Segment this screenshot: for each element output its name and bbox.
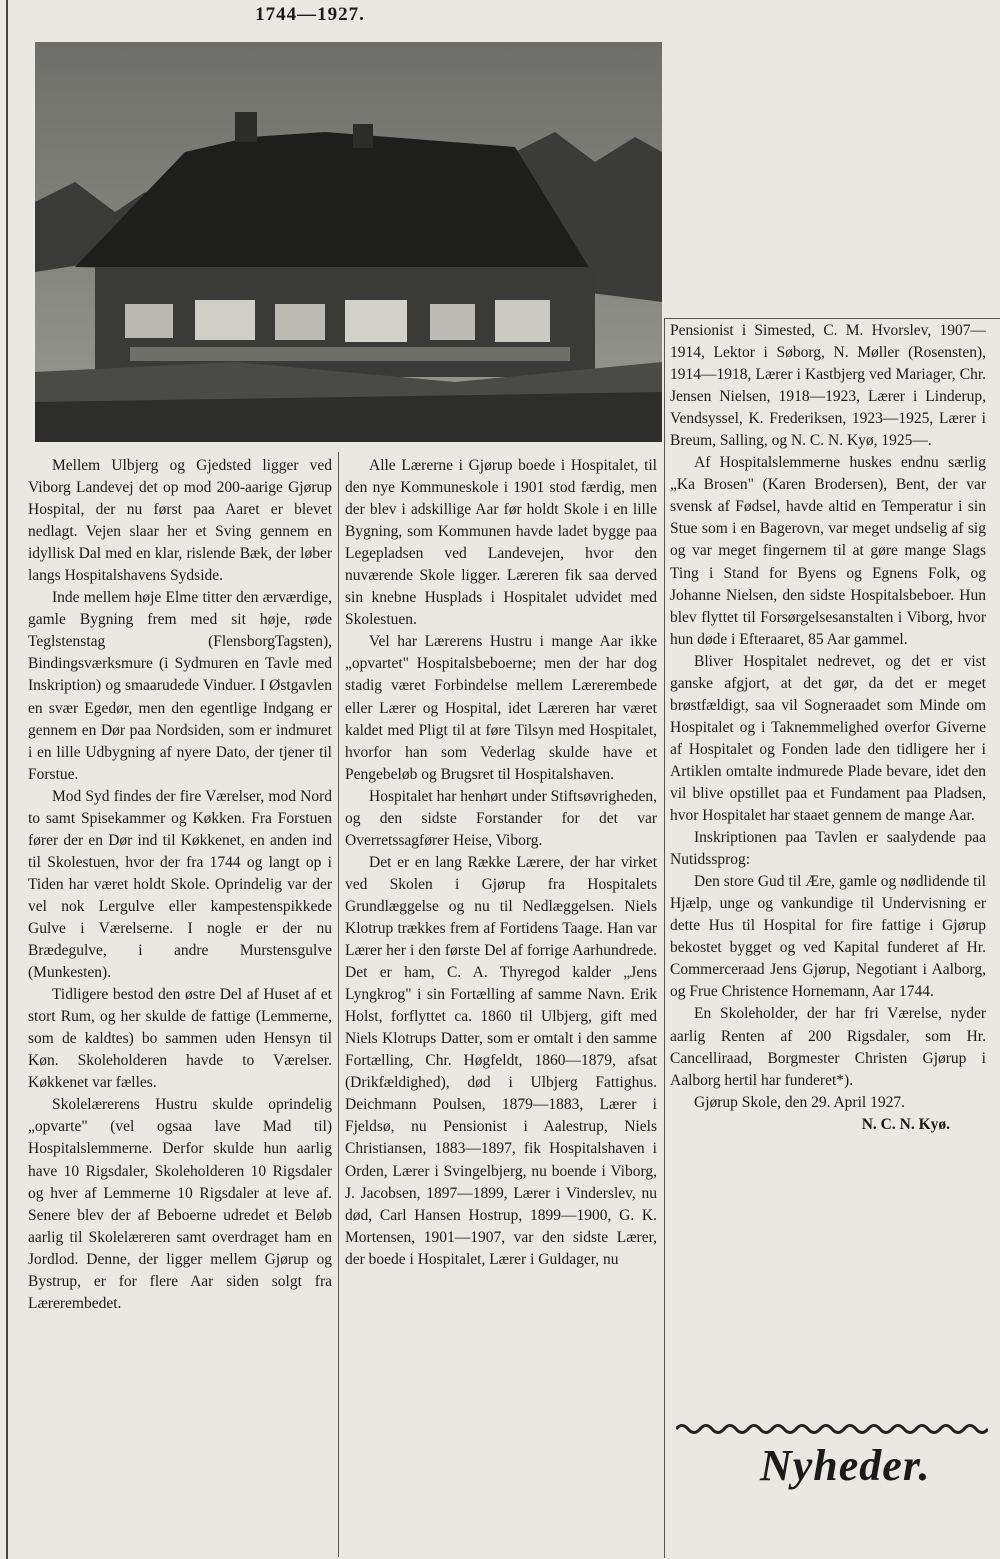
thatched-house-photo	[35, 42, 662, 442]
article-column-2	[345, 455, 657, 1555]
article-column-1	[28, 455, 332, 1555]
paragraph: Inde mellem høje Elme titter den ærværdige, gamle Bygning frem med sit høje, røde Teglstenstag (FlensborgTagsten), Bindingsværksmure (i Sydmuren en Tavle med Inskription) og smaarudede Vinduer. I Østgavlen en svær Egedør, men den egentlige Indgang er gennem en Dør paa Nordsiden, som er indmuret i en lille Udbygning af nyere Dato, der tjener til Forstue.	[28, 589, 332, 783]
paragraph: Bliver Hospitalet nedrevet, og det er vist ganske afgjort, at det gør, da det er meget brøstfældigt, saa vil Sogneraadet som Minde om Hospitalet og i Taknemmelighed overfor Giverne af Hospitalet og Fonden lade den tidligere her i Artiklen omtalte indmurede Plade bevare, idet den vil blive opstillet paa et Fundament paa Pladsen, hvor Hospitalet har staaet gennem de mange Aar.	[670, 652, 986, 825]
paragraph: Tidligere bestod den østre Del af Huset af et stort Rum, og her skulde de fattige (Lemmerne, som de kaldtes) bo sammen uden Hensyn til Køn. Skoleholderen havde to Værelser. Køkkenet var fælles.	[28, 986, 332, 1092]
paragraph: Alle Lærerne i Gjørup boede i Hospitalet, til den nye Kommuneskole i 1901 stod færdig, men der blev i adskillige Aar før holdt Skole i en lille Bygning, som Kommunen havde ladet bygge paa Legepladsen ved Landevejen, hvor den nuværende Skole ligger. Læreren fik saa derved sin knebne Husplads i Hospitalet udvidet med Skolestuen.	[345, 457, 657, 629]
paragraph: Vel har Lærerens Hustru i mange Aar ikke „opvartet" Hospitalsbeboerne; men der har dog stadig været Forbindelse mellem Lærerembede eller Lærer og Hospital, idet Læreren har været kaldet med Pligt til at føre Tilsyn med Hospitalet, hvorfor han som Vederlag skulde have et Pengebeløb og Brugsret til Hospitalshaven.	[345, 633, 657, 783]
left-column-rule	[6, 0, 8, 1559]
paragraph: Mod Syd findes der fire Værelser, mod Nord to samt Spisekammer og Køkken. Fra Forstuen fører der en Dør ind til Køkkenet, en anden ind til Skolestuen, hvor der fra 1744 og langt op i Tiden har været holdt Skole. Oprindelig var der vel nok Lergulve eller kampestenspikkede Gulve i Værelserne. I nogle er der nu Brædegulve, i andre Murstensgulve (Munkesten).	[28, 787, 332, 982]
page-title: 1744—1927.	[255, 4, 365, 25]
paragraph: Af Hospitalslemmerne huskes endnu særlig „Ka Brosen" (Karen Brodersen), Bent, der var svensk af Fødsel, havde altid en Temperatur i sin Stue som i en Bagerovn, var meget undselig af sig og var meget fingernem til at gøre mange Slags Ting i Stand for Byens og Egnens Folk, og Johanne Nielsen, den sidste Hospitalsbeboer. Hun blev flyttet til Forsørgelsesanstalten i Viborg, hvor hun døde i Efteraaret, 85 Aar gammel.	[670, 454, 986, 648]
paragraph: Skolelærerens Hustru skulde oprindelig „opvarte" (vel ogsaa lave Mad til) Hospitalslemmerne. Derfor skulde hun aarlig have 10 Rigsdaler, Skoleholderen 10 Rigsdaler og hver af Lemmerne 10 Rigsdaler at leve af. Senere blev der af Beboerne udredet et Beløb aarlig til Skolelæreren samt overdraget ham en Jordlod. Denne, der ligger mellem Gjørup og Bystrup, er for flere Aar siden solgt fra Lærerembedet.	[28, 1096, 332, 1312]
paragraph: Mellem Ulbjerg og Gjedsted ligger ved Viborg Landevej det op mod 200-aarige Gjørup Hospital, der nu først paa Aaret er blevet nedlagt. Vejen slaar her et Sving gennem en idyllisk Dal med en klar, rislende Bæk, der løber langs Hospitalshavens Sydside.	[28, 457, 332, 585]
paragraph: En Skoleholder, der har fri Værelse, nyder aarlig Renten af 200 Rigsdaler, som Hr. Cancelliraad, Borgmester Christen Gjørup i Aalborg hertil har funderet*).	[670, 1005, 986, 1089]
column-divider	[338, 452, 339, 1557]
signature: N. C. N. Kyø.	[861, 1115, 950, 1133]
column-divider	[664, 318, 665, 1558]
section-heading-nyheder: Nyheder.	[760, 1441, 931, 1490]
dateline: Gjørup Skole, den 29. April 1927.	[694, 1093, 905, 1111]
article-column-3	[670, 320, 986, 1320]
paragraph: Pensionist i Simested, C. M. Hvorslev, 1907—1914, Lektor i Søborg, N. Møller (Rosensten), 1914—1918, Lærer i Kastbjerg ved Mariager, Chr. Jensen Nielsen, 1918—1923, Lærer i Linderup, Vendsyssel, K. Frederiksen, 1923—1925, Lærer i Breum, Salling, og N. C. N. Kyø, 1925—.	[670, 322, 986, 450]
paragraph: Inskriptionen paa Tavlen er saalydende paa Nutidssprog:	[670, 829, 986, 869]
ornamental-divider	[676, 1422, 988, 1436]
column-top-rule	[664, 318, 1000, 319]
paragraph: Den store Gud til Ære, gamle og nødlidende til Hjælp, unge og vankundige til Undervisning er dette Hus til Hospital for fire fattige i Gjørup bekostet bygget og ved Kapital funderet af Hr. Commerceraad Jens Gjørup, Negotiant i Aalborg, og Frue Christence Hornemann, Aar 1744.	[670, 873, 986, 1001]
paragraph: Det er en lang Række Lærere, der har virket ved Skolen i Gjørup fra Hospitalets Grundlæggelse og nu til Nedlæggelsen. Niels Klotrup trækkes frem af Fortidens Taage. Han var Lærer her i den første Del af forrige Aarhundrede. Det er ham, C. A. Thyregod kalder „Jens Lyngkrog" i sin Fortælling af samme Navn. Erik Holst, forflyttet ca. 1860 til Ulbjerg, gift med Niels Klotrups Datter, som er omtalt i den samme Fortælling, Chr. Høgfeldt, 1860—1879, afsat (Drikfældighed), død i Ulbjerg Fattighus. Deichmann Poulsen, 1879—1883, Lærer i Fjeldsø, nu Pensionist i Aalestrup, Niels Christiansen, 1883—1897, fik Hospitalshaven i Orden, Lærer i Svingelbjerg, nu boende i Viborg, J. Jacobsen, 1897—1899, Lærer i Vinderslev, nu død, Carl Hansen Hostrup, 1899—1900, G. K. Mortensen, 1901—1907, var den sidste Lærer, der boede i Hospitalet, Lærer i Guldager, nu	[345, 853, 657, 1268]
paragraph: Hospitalet har henhørt under Stiftsøvrigheden, og den sidste Forstander for det var Overretssagfører Heise, Viborg.	[345, 787, 657, 849]
